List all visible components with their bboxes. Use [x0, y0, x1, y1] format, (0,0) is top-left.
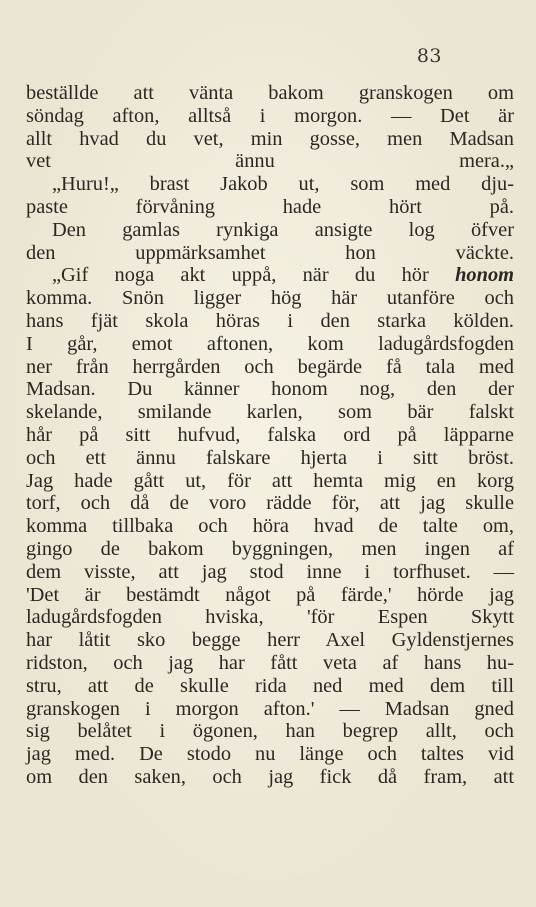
text-line: Den gamlas rynkiga ansigte log öfver: [52, 218, 514, 241]
text-line: beställde att vänta bakom granskogen om: [26, 82, 514, 104]
text-line: har låtit sko begge herr Axel Gyldenstjernes: [26, 629, 514, 652]
text-line: Madsan. Du känner honom nog, den der: [26, 378, 514, 401]
text-line: I går, emot aftonen, kom ladugårdsfogden: [26, 332, 514, 355]
text-segment: „Gif noga akt uppå, när du hör: [52, 264, 456, 287]
text-line: om den saken, och jag fick då fram, att: [26, 765, 514, 788]
text-line: söndag afton, alltså i morgon. — Det är: [26, 104, 514, 127]
text-line: skelande, smilande karlen, som bär falskt: [26, 401, 514, 424]
text-line: komma tillbaka och höra hvad de talte om,: [26, 515, 514, 538]
text-line: „Huru!„ brast Jakob ut, som med dju-: [52, 173, 514, 196]
text-line: jag med. De stodo nu länge och taltes vid: [26, 743, 514, 766]
text-line: sig belåtet i ögonen, han begrep allt, och: [26, 720, 514, 743]
text-line: den uppmärksamhet hon väckte.: [26, 241, 514, 264]
text-line: torf, och då de voro rädde för, att jag skulle: [26, 492, 514, 515]
text-line: och ett ännu falskare hjerta i sitt bröst.: [26, 446, 514, 469]
text-line: paste förvåning hade hört på.: [26, 195, 514, 218]
text-line: komma. Snön ligger hög här utanföre och: [26, 287, 514, 310]
text-line: ladugårdsfogden hviska, 'för Espen Skytt: [26, 606, 514, 629]
text-line: ridston, och jag har fått veta af hans hu-: [26, 651, 514, 674]
text-line: allt hvad du vet, min gosse, men Madsan: [26, 127, 514, 150]
text-line: granskogen i morgon afton.' — Madsan gned: [26, 697, 514, 720]
text-line: hans fjät skola höras i den starka kölden.: [26, 309, 514, 332]
text-line: gingo de bakom byggningen, men ingen af: [26, 537, 514, 560]
text-line: vet ännu mera.„: [26, 150, 514, 173]
text-line: [26, 264, 514, 287]
text-line: ner från herrgården och begärde få tala med: [26, 355, 514, 378]
emphasized-word: honom: [455, 264, 514, 287]
text-line: dem visste, att jag stod inne i torfhuset. —: [26, 560, 514, 583]
text-line: stru, att de skulle rida ned med dem till: [26, 674, 514, 697]
body-text: [26, 82, 514, 789]
text-line: Jag hade gått ut, för att hemta mig en korg: [26, 469, 514, 492]
text-line: 'Det är bestämdt något på färde,' hörde jag: [26, 583, 514, 606]
text-line: hår på sitt hufvud, falska ord på läpparne: [26, 423, 514, 446]
page-number: 83: [416, 45, 442, 67]
